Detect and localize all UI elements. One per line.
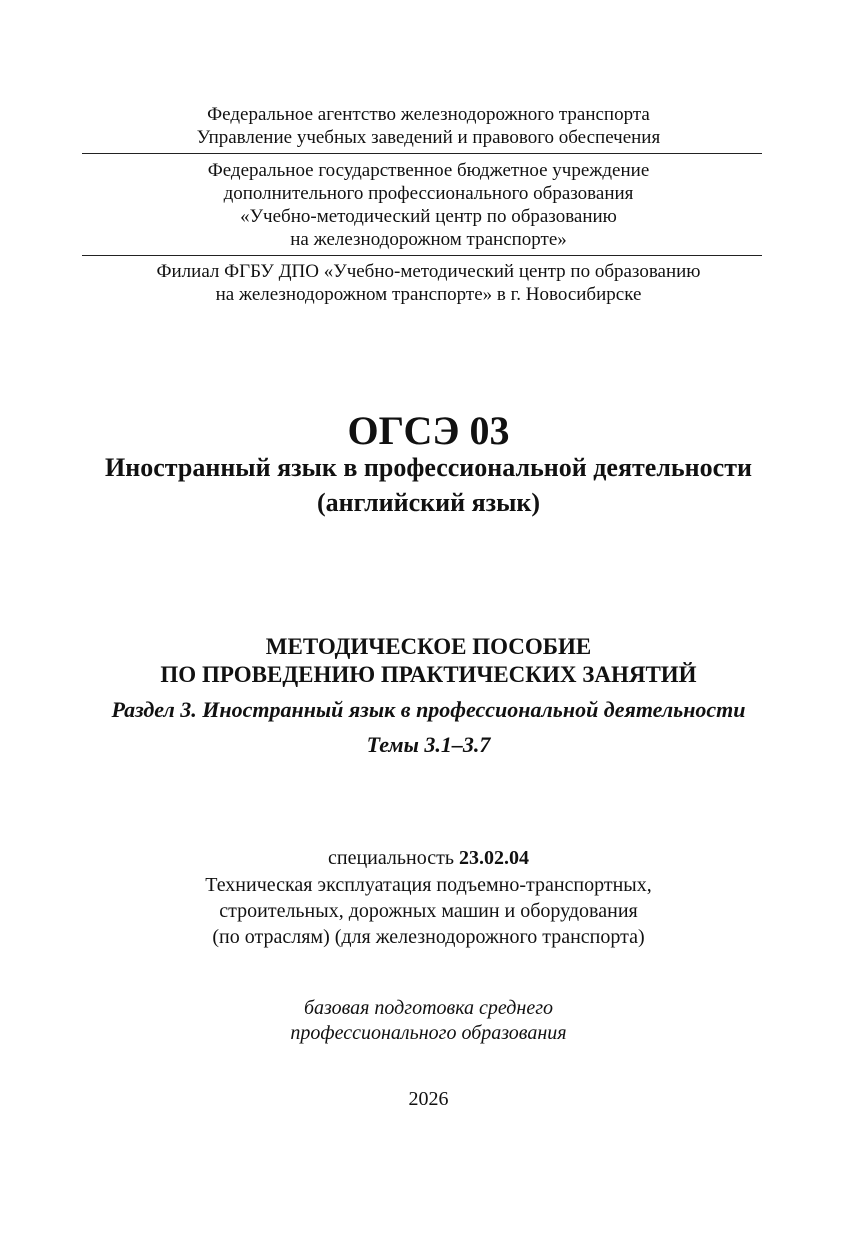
specialty-label: специальность xyxy=(328,847,459,869)
course-code: ОГСЭ 03 xyxy=(347,408,510,453)
manual-topics: Темы 3.1–3.7 xyxy=(366,732,491,757)
institution-line-2: дополнительного профессионального образования xyxy=(223,183,634,204)
branch-line-1: Филиал ФГБУ ДПО «Учебно-методический центр по образованию xyxy=(156,261,701,282)
specialty-code: 23.02.04 xyxy=(458,847,529,869)
specialty-name-line-1: Техническая эксплуатация подъемно-транспортных, xyxy=(205,874,652,896)
education-level-line-2: профессионального образования xyxy=(290,1022,567,1044)
branch-line-2: на железнодорожном транспорте» в г. Новосибирске xyxy=(215,284,642,305)
course-subject-line-1: Иностранный язык в профессиональной деятельности xyxy=(105,453,752,482)
education-level-line-1: базовая подготовка среднего xyxy=(303,997,554,1019)
institution-line-3: «Учебно-методический центр по образованию xyxy=(240,206,617,227)
agency-name: Федеральное агентство железнодорожного транспорта xyxy=(207,104,650,125)
specialty-name-line-3: (по отраслям) (для железнодорожного транспорта) xyxy=(212,926,645,948)
publication-year: 2026 xyxy=(408,1088,449,1110)
institution-line-4: на железнодорожном транспорте» xyxy=(290,229,567,250)
manual-title-line-1: МЕТОДИЧЕСКОЕ ПОСОБИЕ xyxy=(265,634,592,659)
course-subject-line-2: (английский язык) xyxy=(316,488,541,517)
agency-department: Управление учебных заведений и правового обеспечения xyxy=(196,127,661,148)
manual-title-line-2: ПО ПРОВЕДЕНИЮ ПРАКТИЧЕСКИХ ЗАНЯТИЙ xyxy=(160,662,697,687)
divider-line xyxy=(82,255,762,256)
specialty-name-line-2: строительных, дорожных машин и оборудования xyxy=(219,900,638,922)
divider-line xyxy=(82,153,762,154)
specialty-line xyxy=(0,846,857,871)
manual-section: Раздел 3. Иностранный язык в профессиональной деятельности xyxy=(111,697,746,722)
institution-line-1: Федеральное государственное бюджетное учреждение xyxy=(207,160,650,181)
